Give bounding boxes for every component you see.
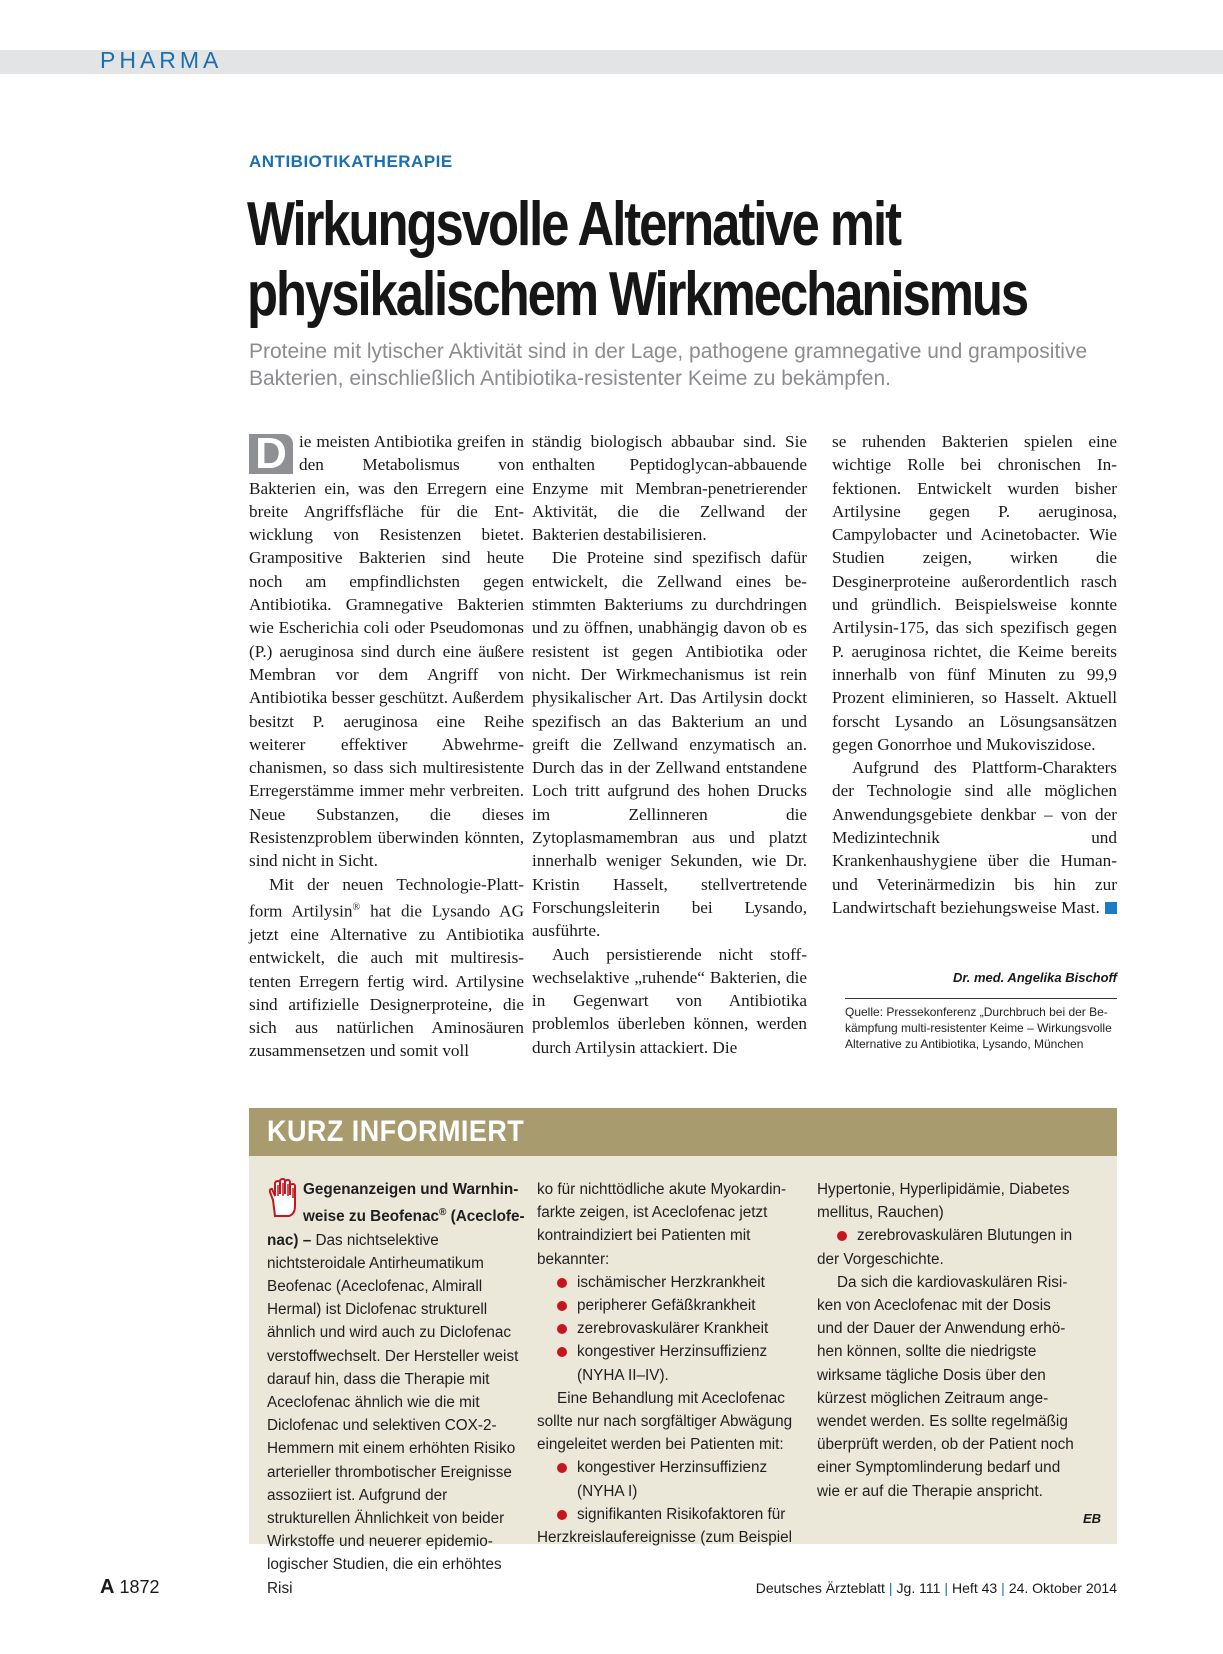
kurz-signature: EB [1082,1511,1101,1526]
list-item: zerebrovaskulärer Krankheit [537,1317,799,1340]
paragraph-text: ie meisten Antibiotika greifen in den Metabolismus von Bakterien ein, was den Erregern eine breite Angriffsfläche für die Entwicklung von Resistenzen bietet. Grampositive Bakterien sind heute noch am empfindlichsten gegen Antibiotika. Gramnegative Bakterien wie Escherichia coli oder Pseudomonas (P.) aeruginosa sind durch eine äußere Membran vor dem Angriff von Antibiotika besser geschützt. Außerdem besitzt P. aeruginosa eine Reihe weiterer effektiver Abwehrmechanismen, so dass sich multiresistente Erregerstämme immer mehr verbreiten. Neue Substanzen, die dieses Resistenzproblem überwinden könnten, sind nicht in Sicht. [249,432,524,871]
paragraph: Hypertonie, Hyperlipidämie, Diabetes mellitus, Rauchen) [817,1181,1070,1222]
article-column-1 [249,430,524,1063]
headline [247,190,1028,330]
paragraph: ständig biologisch abbaubar sind. Sie enthalten Peptidoglycan-abbauende Enzyme mit Membran-penetrierender Aktivität, die die Zellwand der Bakterien destabilisieren. [532,432,807,545]
section-label: PHARMA [100,47,223,73]
author: Dr. med. Angelika Bischoff [953,970,1117,985]
headline-line-2: physikalischem Wirkmechanismus [247,260,1028,329]
kurz-informiert-header [249,1108,1117,1156]
journal-volume: Jg. 111 [896,1580,941,1596]
list-item: kongestiver Herzinsuffizienz (NYHA I) [537,1456,799,1502]
paragraph: Da sich die kardiovaskulären Risiken von Aceclofenac mit der Dosis und der Dauer der Anwendung erhöhen können, sollte die niedrigste wirksame tägliche Dosis über den kürzest möglichen Zeitraum angewendet werden. Es sollte regelmäßig überprüft werden, ob der Patient noch einer Symptomlinderung bedarf und wie er auf die Therapie anspricht. [817,1273,1074,1500]
paragraph-text: Aufgrund des Plattform-Charakters der Technologie sind alle möglichen Anwendungsgebiete denkbar – von der Medizintechnik und Krankenhaushygiene über die Human- und Veterinärmedizin bis hin zur Landwirtschaft beziehungsweise Mast. [832,758,1117,917]
paragraph: Die Proteine sind spezifisch dafür entwickelt, die Zellwand eines bestimmten Bakteriums zu durchdringen und zu öffnen, unabhängig davon ob es resistent ist gegen Antibiotika oder nicht. Der Wirkmechanismus ist rein physikalischer Art. Das Artilysin dockt spezifisch an das Bakterium an und greift die Zellwand enzymatisch an. Durch das in der Zellwand entstandene Loch tritt aufgrund des hohen Drucks im Zellinneren die Zytoplasmamembran aus und platzt innerhalb weniger Sekunden, wie Dr. Kristin Hasselt, stellvertretende Forschungsleiterin bei Lysando, ausführte. [532,548,807,941]
paragraph: Herzkreislaufereignisse (zum Beispiel [537,1529,793,1547]
journal-name: Deutsches Ärzteblatt [755,1580,885,1596]
page-number [100,1576,160,1599]
kurz-heading: Gegenanzeigen und Warnhinweise zu Beofenac [303,1181,519,1226]
footer-citation [756,1580,1117,1596]
paragraph [267,1178,529,1600]
list-item: peripherer Gefäßkrankheit [537,1294,799,1317]
divider: | [944,1580,949,1596]
paragraph-text: hat die Lysando AG jetzt eine Alternative zu Antibiotika entwickelt, die auch mit multiresistenten Erregern fertig wird. Artilysine sind artifizielle Designerproteine, die sich aus natürlichen Aminosäuren zusammensetzen und somit voll [249,901,524,1061]
paragraph: ko für nichttödliche akute Myokardinfarkte zeigen, ist Aceclofenac jetzt kontraindiziert bei Patienten mit bekannter: [537,1181,787,1268]
dropcap: D [249,434,293,474]
page-number-value: 1872 [119,1577,160,1597]
registered-mark: ® [439,1207,447,1219]
paragraph [832,756,1117,919]
list-item: zerebrovaskulären Blutungen in [817,1224,1077,1247]
kurz-column-3 [817,1178,1077,1503]
kurz-informiert-title: KURZ INFORMIERT [267,1115,525,1148]
article-column-2 [532,430,807,1059]
journal-issue: Heft 43 [952,1580,998,1596]
list-item: signifikanten Risikofaktoren für [537,1503,799,1526]
divider [845,998,1117,999]
paragraph: se ruhenden Bakterien spielen eine wichtige Rolle bei chronischen Infektionen. Entwickelt wurden bisher Artilysine gegen P. aeruginosa, Campylobacter und Acinetobacter. Wie Studien zeigen, wirken die Desginerproteine außerordentlich rasch und gründlich. Beispielsweise konnte Artilysin-175, das sich spezifisch gegen P. aeruginosa richtet, die Keime bereits innerhalb von fünf Minuten zu 99,9 Prozent eliminieren, so Hasselt. Aktuell forscht Lysando an Lösungsansätzen gegen Gonorrhoe und Mukoviszidose. [832,432,1117,754]
page-prefix: A [100,1576,115,1598]
end-mark-icon [1105,902,1117,914]
paragraph [249,430,524,873]
headline-line-1: Wirkungsvolle Alternative mit [247,190,900,259]
list-item: ischämischer Herzkrankheit [537,1271,799,1294]
kicker: ANTIBIOTIKATHERAPIE [249,152,453,171]
paragraph-text: Das nichtselektive nichtsteroidale Antirheumatikum Beofenac (Aceclofenac, Almirall Hermal) ist Diclofenac strukturell ähnlich und wird auch zu Diclofenac verstoffwechselt. Der Hersteller weist darauf hin, dass die Therapie mit Aceclofenac ähnlich wie die mit Diclofenac und selektiven COX-2-Hemmern mit einem erhöhten Risiko arterieller thrombotischer Ereignisse assoziiert ist. Aufgrund der strukturellen Ähnlichkeit von beider Wirkstoffe und neuerer epidemiologischer Studien, die ein erhöhtes Risi [267,1231,519,1597]
kurz-heading: (Aceclofenac) – [267,1208,525,1249]
registered-mark: ® [352,901,361,913]
list-item: kongestiver Herzinsuffizienz (NYHA II–IV). [537,1340,799,1386]
paragraph [249,873,524,1063]
kurz-column-2 [537,1178,799,1549]
divider: | [888,1580,893,1596]
kurz-column-1 [267,1178,529,1600]
paragraph-text: Mit der neuen Technologie-Plattform Artilysin [249,874,524,921]
divider: | [1001,1580,1005,1596]
subtitle: Proteine mit lytischer Aktivität sind in der Lage, pathogene gramnegative und grampositive Bakterien, einschließlich Antibiotika-resistenter Keime zu bekämpfen. [249,340,1088,390]
paragraph: Eine Behandlung mit Aceclofenac sollte nur nach sorgfältiger Abwägung eingeleitet werden bei Patienten mit: [537,1389,793,1454]
warning-hand-icon [267,1178,299,1218]
paragraph: der Vorgeschichte. [817,1250,944,1268]
paragraph: Auch persistierende nicht stoffwechselaktive „ruhende“ Bakterien, die in Gegenwart von Antibiotika problemlos überleben können, werden durch Artilysin attackiert. Die [532,944,807,1057]
journal-date: 24. Oktober 2014 [1008,1580,1117,1596]
source-note: Quelle: Pressekonferenz „Durchbruch bei der Bekämpfung multi-resistenter Keime – Wirkungsvolle Alternative zu Antibiotika, Lysando, München [845,1005,1112,1051]
article-column-3 [832,430,1117,919]
